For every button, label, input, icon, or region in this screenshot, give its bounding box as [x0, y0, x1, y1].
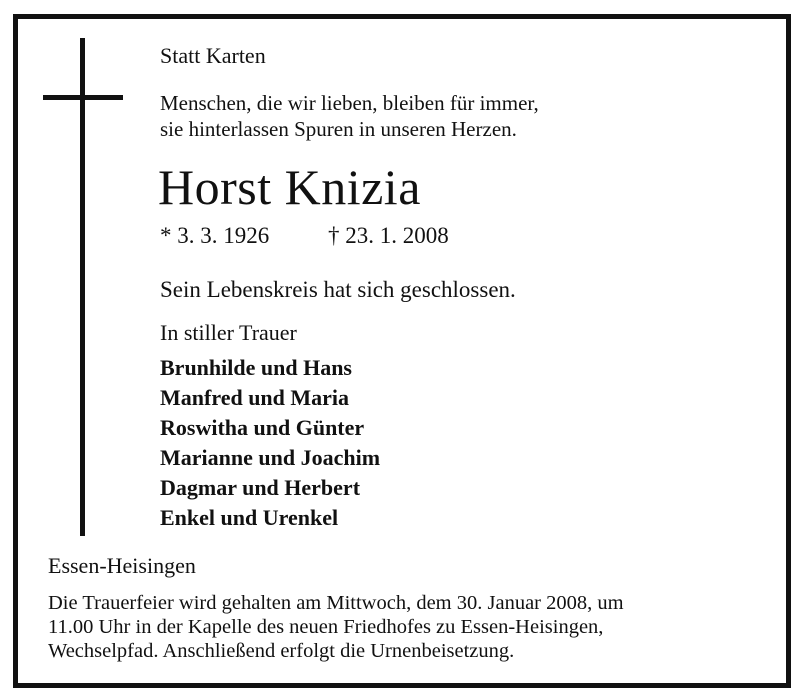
mourner-item: Dagmar und Herbert	[160, 475, 361, 500]
verse-line-1: Menschen, die wir lieben, bleiben für immer,	[160, 91, 539, 115]
ceremony-details	[48, 591, 768, 663]
statt-karten-label: Statt Karten	[160, 43, 266, 68]
cross-icon	[80, 38, 85, 536]
mourner-item: Manfred und Maria	[160, 385, 350, 410]
memorial-verse	[160, 90, 680, 142]
mourner-item: Roswitha und Günter	[160, 415, 365, 440]
ceremony-line-3: Wechselpfad. Anschließend erfolgt die Urnenbeisetzung.	[48, 640, 515, 662]
place-name: Essen-Heisingen	[48, 553, 196, 578]
ceremony-line-2: 11.00 Uhr in der Kapelle des neuen Friedhofes zu Essen-Heisingen,	[48, 616, 604, 638]
mourners-list	[160, 356, 380, 536]
mourner-item: Brunhilde und Hans	[160, 355, 352, 380]
birth-date: * 3. 3. 1926	[160, 223, 270, 248]
deceased-name: Horst Knizia	[158, 159, 421, 215]
mourner-item: Enkel und Urenkel	[160, 505, 339, 530]
ceremony-line-1: Die Trauerfeier wird gehalten am Mittwoch, dem 30. Januar 2008, um	[48, 592, 624, 614]
verse-line-2: sie hinterlassen Spuren in unseren Herzen.	[160, 117, 517, 141]
epitaph: Sein Lebenskreis hat sich geschlossen.	[160, 277, 516, 302]
mourners-intro: In stiller Trauer	[160, 320, 297, 345]
death-date: † 23. 1. 2008	[328, 223, 449, 248]
cross-icon-bar	[43, 95, 123, 100]
mourner-item: Marianne und Joachim	[160, 445, 381, 470]
